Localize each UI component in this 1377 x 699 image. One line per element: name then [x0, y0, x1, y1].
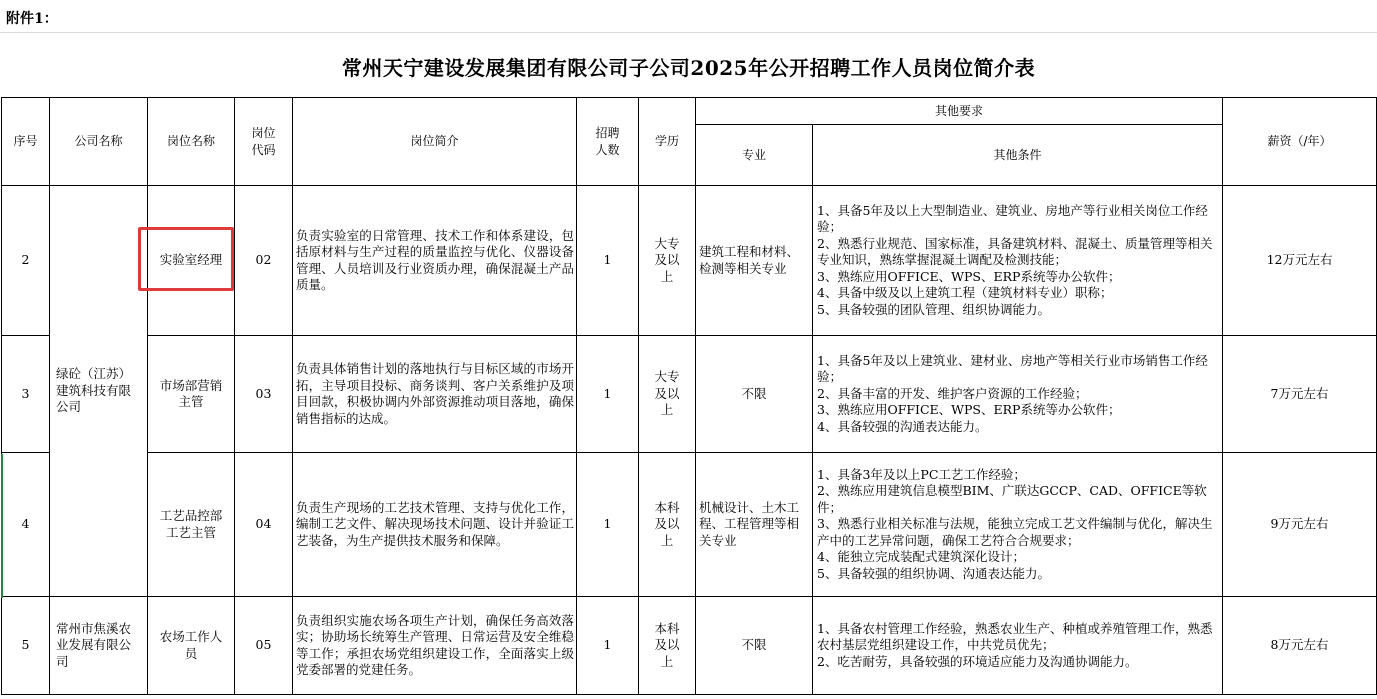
cell-company: 绿砼（江苏）建筑科技有限公司	[50, 186, 148, 597]
header-salary: 薪资（/年）	[1223, 98, 1377, 186]
page-title: 常州天宁建设发展集团有限公司子公司2025年公开招聘工作人员岗位简介表	[341, 55, 1036, 80]
header-intro: 岗位简介	[293, 98, 577, 186]
table-row	[2, 186, 1377, 336]
cell-seq: 5	[2, 597, 50, 695]
condition-line: 1、具备5年及以上建筑业、建材业、房地产等相关行业市场销售工作经验；	[817, 352, 1208, 385]
cell-position-text: 工艺品控部工艺主管	[159, 508, 223, 540]
cell-salary: 8万元左右	[1223, 597, 1377, 695]
header-code-text: 岗位代码	[251, 126, 276, 157]
cell-major: 不限	[696, 597, 813, 695]
condition-line: 3、熟练应用OFFICE、WPS、ERP系统等办公软件；	[817, 402, 1121, 418]
cell-education-text: 大专及以上	[654, 235, 680, 284]
positions-table	[1, 97, 1377, 695]
cell-count: 1	[577, 186, 639, 336]
cell-conditions	[813, 336, 1223, 453]
header-position: 岗位名称	[148, 98, 235, 186]
condition-line: 3、熟悉行业相关标准与法规，能独立完成工艺文件编制与优化，解决生产中的工艺异常问题，确保工艺符合合规要求；	[817, 516, 1213, 548]
condition-line: 5、具备较强的组织协调、沟通表达能力。	[817, 565, 1050, 581]
cell-position	[148, 453, 235, 597]
cell-seq: 4	[2, 453, 50, 597]
table-row	[2, 453, 1377, 597]
selection-edge	[1, 454, 3, 598]
cell-education-text: 本科及以上	[654, 620, 680, 669]
cell-intro: 负责实验室的日常管理、技术工作和体系建设，包括原材料与生产过程的质量监控与优化、仪器设备管理、人员培训及行业资质办理，确保混凝土产品质量。	[293, 186, 577, 336]
cell-intro: 负责具体销售计划的落地执行与目标区域的市场开拓，主导项目投标、商务谈判、客户关系维护及项目回款，积极协调内外部资源推动项目落地，确保销售指标的达成。	[293, 336, 577, 453]
cell-conditions	[813, 186, 1223, 336]
condition-line: 1、具备农村管理工作经验，熟悉农业生产、种植或养殖管理工作，熟悉农村基层党组织建设工作，中共党员优先；	[817, 620, 1213, 653]
cell-position	[148, 597, 235, 695]
cell-education	[639, 453, 696, 597]
header-other-conditions: 其他条件	[813, 125, 1223, 186]
cell-seq: 2	[2, 186, 50, 336]
cell-major: 机械设计、土木工程、工程管理等相关专业	[696, 453, 813, 597]
cell-salary: 12万元左右	[1223, 186, 1377, 336]
condition-line: 4、具备中级及以上建筑工程（建筑材料专业）职称；	[817, 285, 1113, 301]
cell-position: 实验室经理	[148, 186, 235, 336]
cell-position	[148, 336, 235, 453]
header-count-text: 招聘人数	[595, 126, 620, 157]
condition-line: 4、能独立完成装配式建筑深化设计；	[817, 549, 1025, 565]
cell-intro: 负责组织实施农场各项生产计划，确保任务高效落实；协助场长统筹生产管理、日常运营及安全维稳等工作；承担农场党组织建设工作，全面落实上级党委部署的党建任务。	[293, 597, 577, 695]
cell-company: 常州市焦溪农业发展有限公司	[50, 597, 148, 695]
header-other-requirements: 其他要求	[696, 98, 1223, 125]
cell-education	[639, 336, 696, 453]
cell-code: 03	[235, 336, 293, 453]
cell-conditions	[813, 453, 1223, 597]
cell-seq: 3	[2, 336, 50, 453]
condition-line: 4、具备较强的沟通表达能力。	[817, 418, 988, 434]
header-company: 公司名称	[50, 98, 148, 186]
cell-code: 04	[235, 453, 293, 597]
table-row	[2, 336, 1377, 453]
cell-position-text: 农场工作人员	[159, 629, 223, 661]
condition-line: 5、具备较强的团队管理、组织协调能力。	[817, 301, 1050, 317]
cell-count: 1	[577, 453, 639, 597]
cell-education-text: 本科及以上	[654, 499, 680, 548]
cell-major: 建筑工程和材料、检测等相关专业	[696, 186, 813, 336]
cell-count: 1	[577, 597, 639, 695]
condition-line: 2、熟悉行业规范、国家标准，具备建筑材料、混凝土、质量管理等相关专业知识，熟练掌握混凝土调配及检测技能；	[817, 235, 1213, 268]
cell-code: 05	[235, 597, 293, 695]
cell-education-text: 大专及以上	[654, 369, 680, 418]
condition-line: 1、具备3年及以上PC工艺工作经验；	[817, 466, 1026, 482]
cell-code: 02	[235, 186, 293, 336]
cell-education	[639, 597, 696, 695]
condition-line: 2、熟练应用建筑信息模型BIM、广联达GCCP、CAD、OFFICE等软件；	[817, 483, 1207, 515]
header-major: 专业	[696, 125, 813, 186]
sheet-gridline	[0, 32, 1377, 33]
table-row	[2, 597, 1377, 695]
condition-line: 3、熟练应用OFFICE、WPS、ERP系统等办公软件；	[817, 268, 1121, 284]
cell-major: 不限	[696, 336, 813, 453]
cell-position-text: 市场部营销主管	[159, 377, 223, 409]
condition-line: 1、具备5年及以上大型制造业、建筑业、房地产等行业相关岗位工作经验；	[817, 202, 1208, 235]
cell-count: 1	[577, 336, 639, 453]
cell-intro: 负责生产现场的工艺技术管理、支持与优化工作，编制工艺文件、解决现场技术问题、设计并验证工艺装备，为生产提供技术服务和保障。	[293, 453, 577, 597]
cell-salary: 7万元左右	[1223, 336, 1377, 453]
header-education: 学历	[639, 98, 696, 186]
header-code	[235, 98, 293, 186]
cell-salary: 9万元左右	[1223, 453, 1377, 597]
header-count	[577, 98, 639, 186]
condition-line: 2、具备丰富的开发、维护客户资源的工作经验；	[817, 385, 1088, 401]
cell-education	[639, 186, 696, 336]
condition-line: 2、吃苦耐劳，具备较强的环境适应能力及沟通协调能力。	[817, 653, 1138, 669]
attachment-label: 附件1：	[6, 11, 58, 27]
header-seq: 序号	[2, 98, 50, 186]
cell-conditions	[813, 597, 1223, 695]
